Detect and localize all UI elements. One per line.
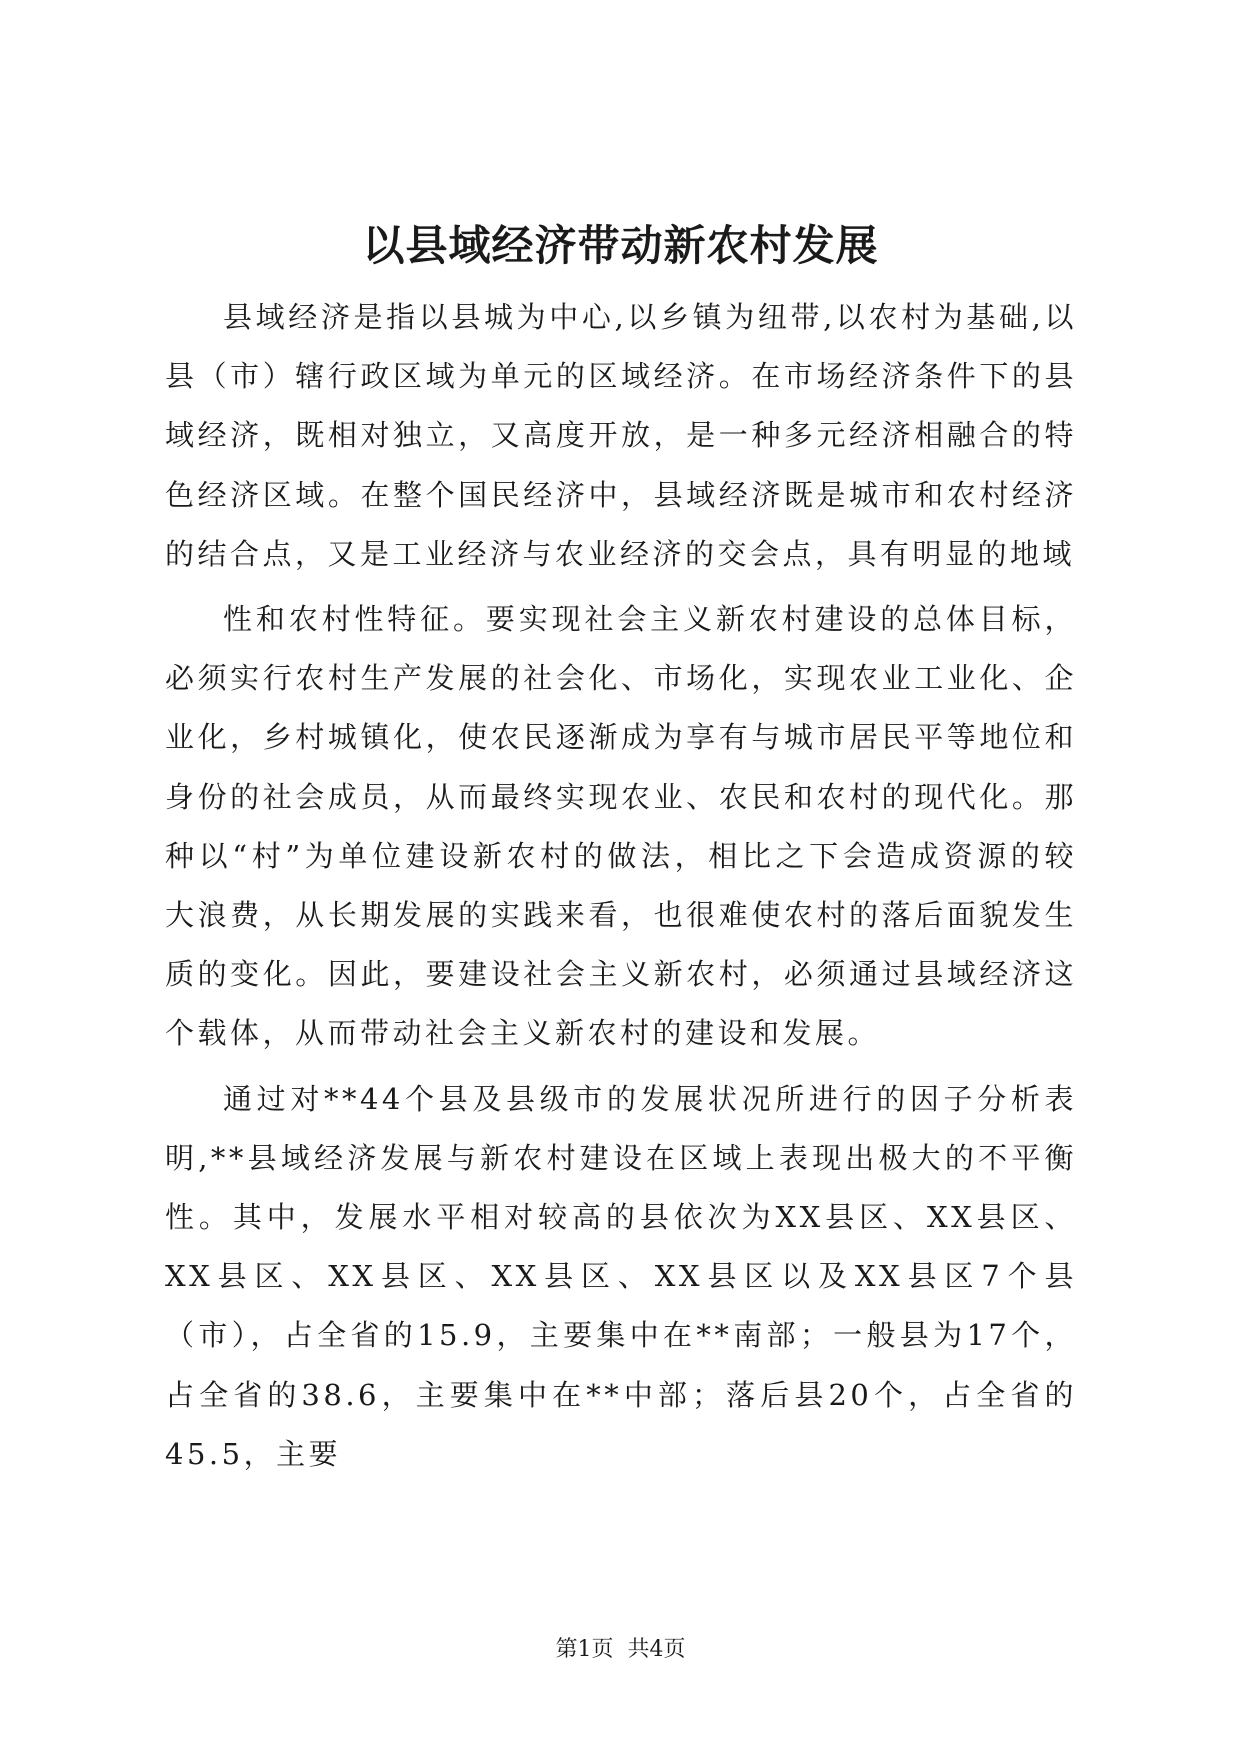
page-footer [0, 1635, 1241, 1665]
paragraph-1: 县域经济是指以县城为中心,以乡镇为纽带,以农村为基础,以县（市）辖行政区域为单元的区域经济。在市场经济条件下的县域经济，既相对独立，又高度开放，是一种多元经济相融合的特色经济区域。在整个国民经济中，县域经济既是城市和农村经济的结合点，又是工业经济与农业经济的交会点，具有明显的地域 [165, 300, 1077, 571]
document-title: 以县域经济带动新农村发展 [362, 221, 879, 270]
paragraph-3: 通过对**44个县及县级市的发展状况所进行的因子分析表明,**县域经济发展与新农村建设在区域上表现出极大的不平衡性。其中，发展水平相对较高的县依次为XX县区、XX县区、XX县区、XX县区、XX县区、XX县区以及XX县区7个县（市），占全省的15.9，主要集中在**南部；一般县为17个，占全省的38.6，主要集中在**中部；落后县20个，占全省的45.5，主要 [165, 1081, 1077, 1471]
paragraph-2: 性和农村性特征。要实现社会主义新农村建设的总体目标，必须实行农村生产发展的社会化、市场化，实现农业工业化、企业化，乡村城镇化，使农民逐渐成为享有与城市居民平等地位和身份的社会成员，从而最终实现农业、农民和农村的现代化。那种以“村”为单位建设新农村的做法，相比之下会造成资源的较大浪费，从长期发展的实践来看，也很难使农村的落后面貌发生质的变化。因此，要建设社会主义新农村，必须通过县域经济这个载体，从而带动社会主义新农村的建设和发展。 [165, 602, 1077, 1051]
page-number: 第1页 [555, 1637, 614, 1662]
page-total: 共4页 [627, 1637, 686, 1662]
document-body [165, 288, 1077, 1484]
